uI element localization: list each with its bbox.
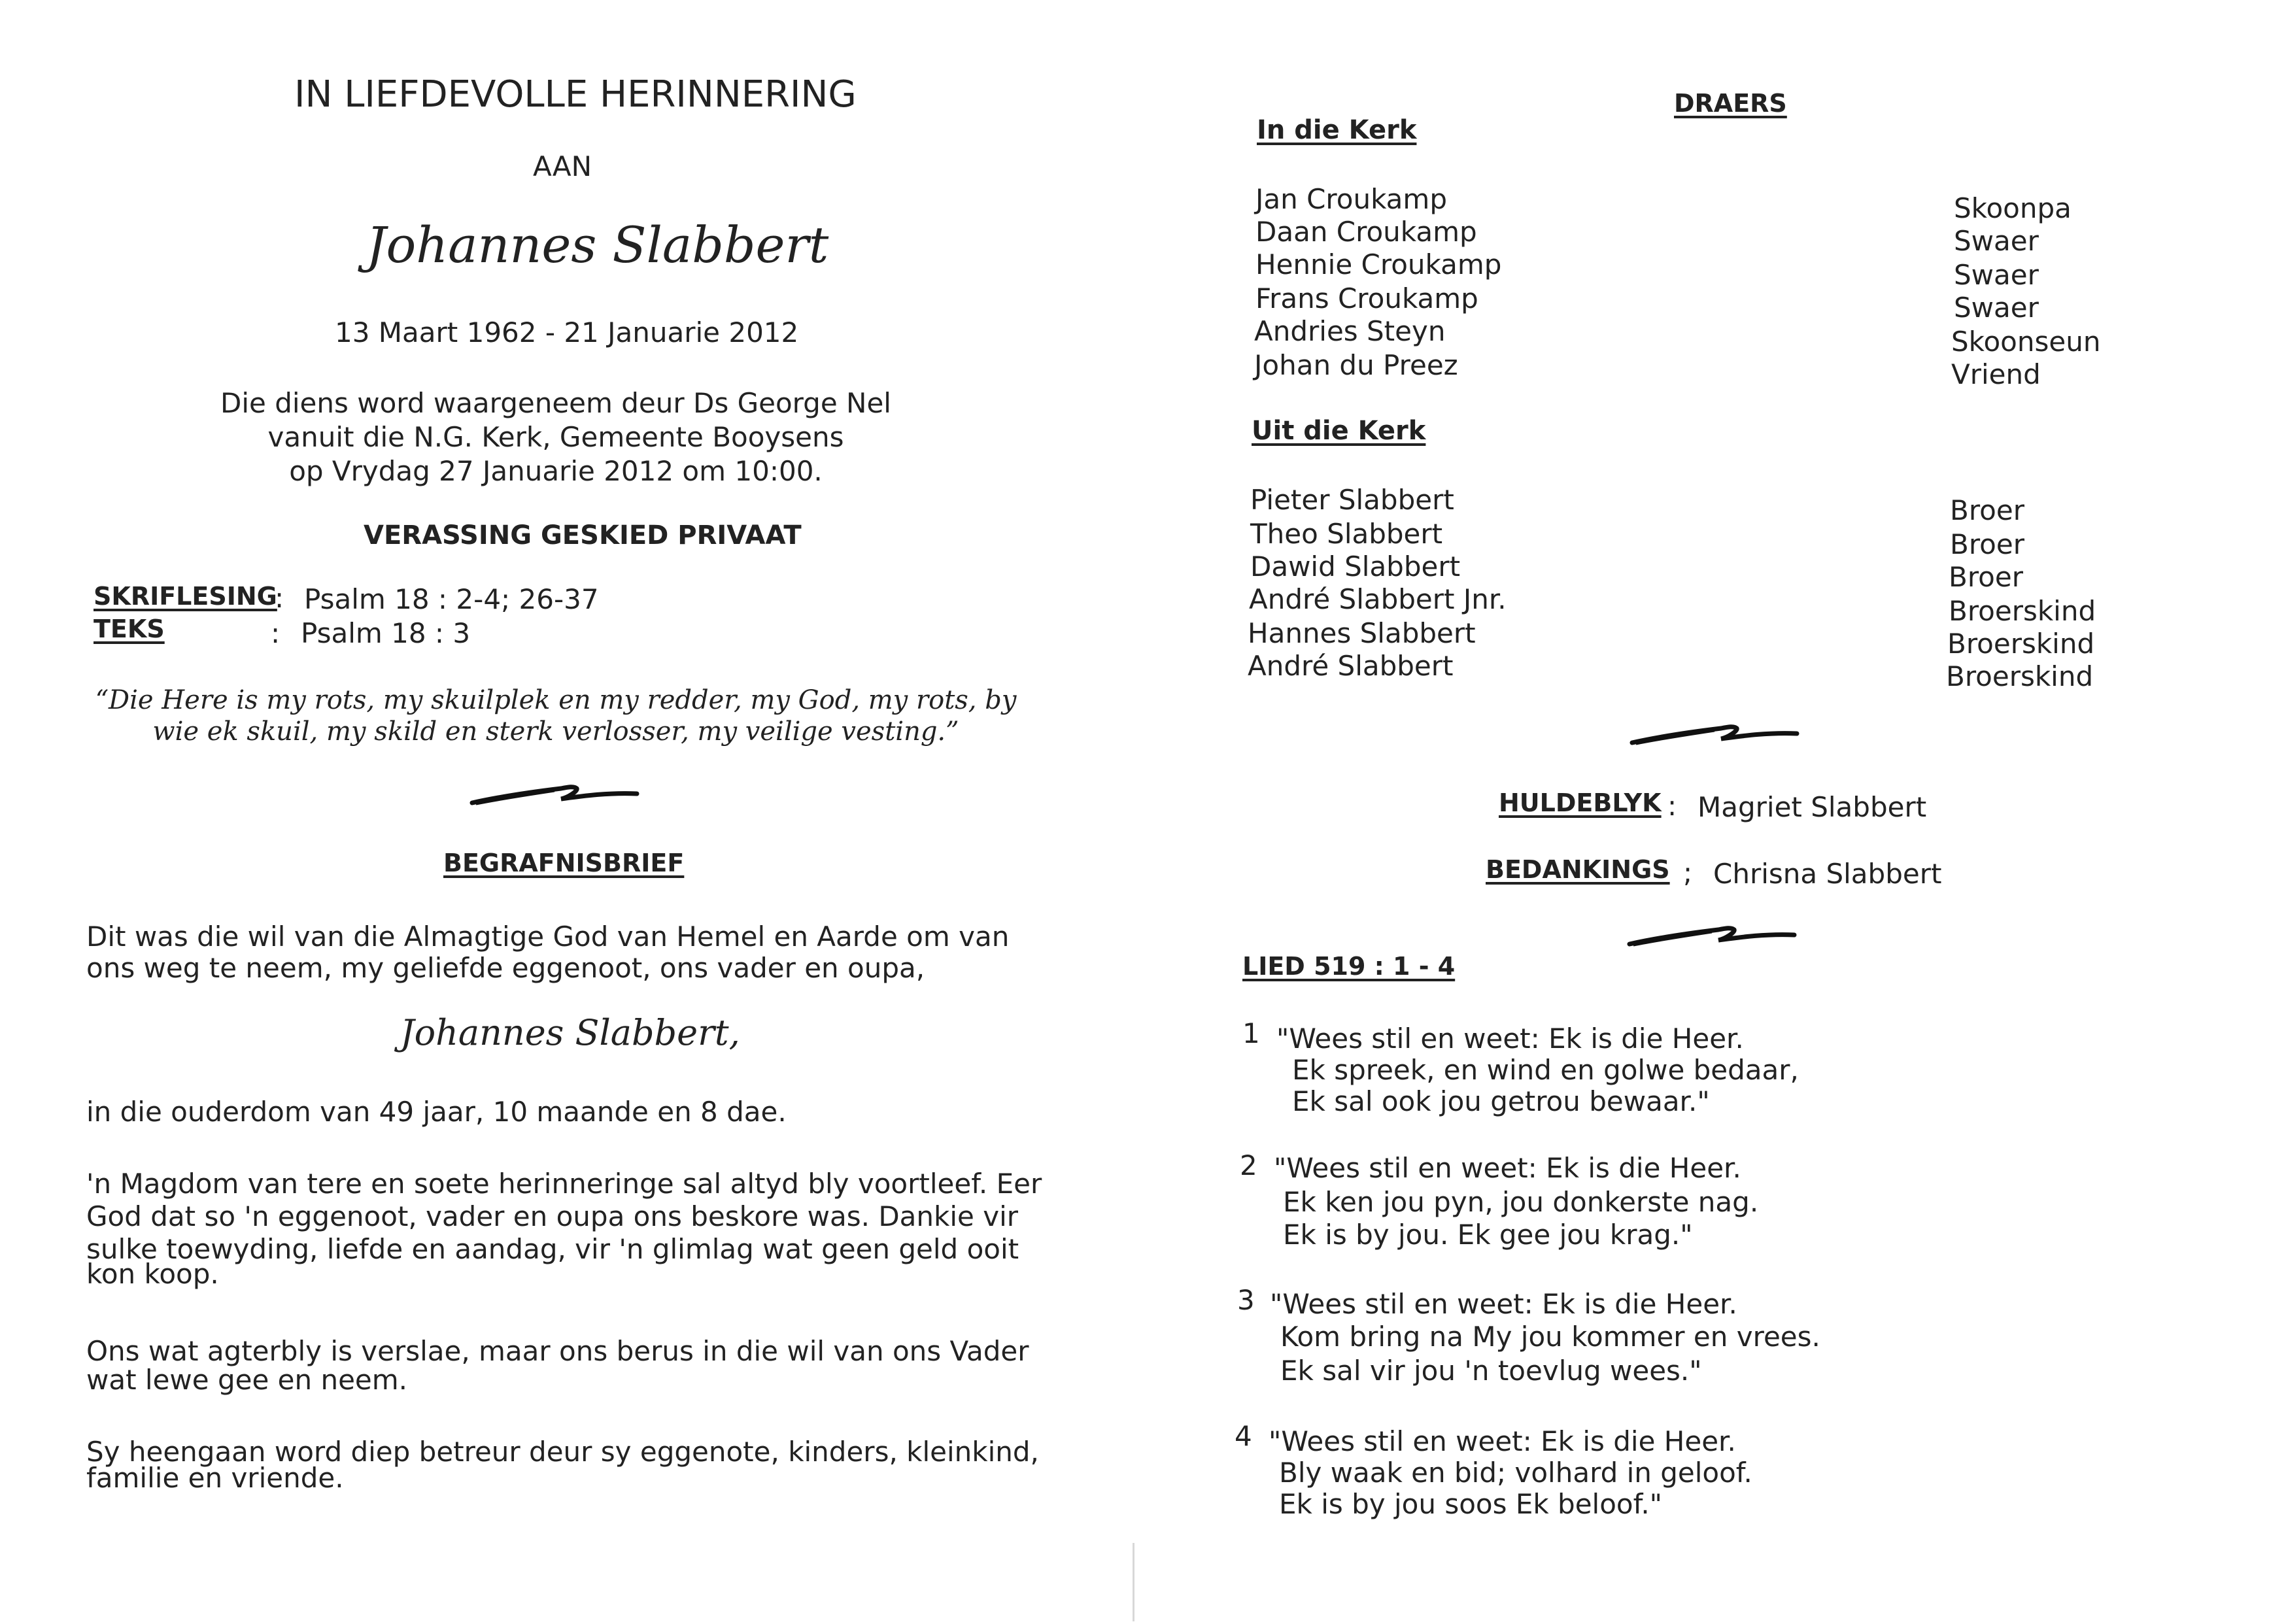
- para3-line-1: Ons wat agterbly is verslae, maar ons berus in die wil van ons Vader: [86, 1335, 1029, 1367]
- uit-kerk-relation-3: Broer: [1949, 561, 2023, 593]
- in-kerk-name-3: Hennie Croukamp: [1255, 248, 1502, 280]
- para4-line-1: Sy heengaan word diep betreur deur sy eggenote, kinders, kleinkind,: [86, 1436, 1039, 1468]
- age-line: in die ouderdom van 49 jaar, 10 maande en 8 dae.: [86, 1096, 787, 1128]
- uit-kerk-name-4: André Slabbert Jnr.: [1249, 583, 1507, 615]
- uit-kerk-relation-4: Broerskind: [1949, 595, 2096, 627]
- in-kerk-relation-2: Swaer: [1954, 225, 2039, 257]
- huldeblyk-value: Magriet Slabbert: [1697, 791, 1927, 823]
- verse-line: "Wees stil en weet: Ek is die Heer.: [1270, 1288, 1737, 1320]
- begrafnisbrief-heading: BEGRAFNISBRIEF: [443, 849, 685, 877]
- in-die-kerk-heading: In die Kerk: [1257, 115, 1417, 145]
- swash-ornament: [469, 779, 640, 812]
- uit-kerk-relation-2: Broer: [1950, 528, 2024, 560]
- verse-line: "Wees stil en weet: Ek is die Heer.: [1274, 1152, 1741, 1184]
- service-line-3: op Vrydag 27 Januarie 2012 om 10:00.: [289, 455, 823, 487]
- para2-line-3: sulke toewyding, liefde en aandag, vir 'n glimlag wat geen geld ooit: [86, 1233, 1019, 1265]
- huldeblyk-label: HULDEBLYK: [1499, 788, 1662, 817]
- swash-ornament: [1629, 719, 1800, 752]
- verse-line: Ek ken jou pyn, jou donkerste nag.: [1283, 1186, 1759, 1218]
- memorial-heading: IN LIEFDEVOLLE HERINNERING: [294, 73, 857, 116]
- uit-kerk-relation-5: Broerskind: [1947, 628, 2095, 660]
- in-kerk-name-6: Johan du Preez: [1254, 349, 1458, 381]
- uit-kerk-relation-1: Broer: [1950, 494, 2024, 526]
- verassing-note: VERASSING GESKIED PRIVAAT: [364, 520, 802, 550]
- uit-kerk-name-2: Theo Slabbert: [1250, 518, 1443, 550]
- teks-sep: :: [271, 617, 281, 649]
- uit-die-kerk-heading: Uit die Kerk: [1252, 416, 1426, 446]
- uit-kerk-name-1: Pieter Slabbert: [1250, 484, 1454, 516]
- deceased-name: Johannes Slabbert: [366, 216, 829, 274]
- in-kerk-name-5: Andries Steyn: [1254, 315, 1446, 347]
- service-line-1: Die diens word waargeneem deur Ds George Nel: [220, 387, 891, 419]
- verse-line: "Wees stil en weet: Ek is die Heer.: [1276, 1023, 1744, 1055]
- uit-kerk-relation-6: Broerskind: [1946, 660, 2094, 692]
- para1-line-2: ons weg te neem, my geliefde eggenoot, ons vader en oupa,: [86, 952, 925, 984]
- verse-line: Ek sal vir jou 'n toevlug wees.": [1280, 1355, 1702, 1387]
- skriflesing-sep: :: [275, 582, 284, 614]
- uit-kerk-name-6: André Slabbert: [1248, 650, 1454, 682]
- lied-heading: LIED 519 : 1 - 4: [1242, 952, 1456, 981]
- verse-line: Ek spreek, en wind en golwe bedaar,: [1292, 1054, 1799, 1086]
- draers-heading: DRAERS: [1674, 89, 1787, 118]
- scripture-quote-line-2: wie ek skuil, my skild en sterk verlosser, my veilige vesting.”: [152, 717, 959, 747]
- in-kerk-relation-1: Skoonpa: [1954, 192, 2072, 224]
- swash-ornament: [1627, 921, 1797, 953]
- para2-line-4: kon koop.: [86, 1258, 219, 1290]
- teks-value: Psalm 18 : 3: [301, 617, 471, 649]
- verse-line: Ek is by jou soos Ek beloof.": [1279, 1488, 1662, 1520]
- in-kerk-relation-3: Swaer: [1954, 259, 2039, 291]
- in-kerk-relation-5: Skoonseun: [1951, 326, 2101, 358]
- scripture-quote-line-1: “Die Here is my rots, my skuilplek en my redder, my God, my rots, by: [95, 685, 1017, 715]
- para2-line-1: 'n Magdom van tere en soete herinneringe sal altyd bly voortleef. Eer: [86, 1168, 1042, 1200]
- huldeblyk-sep: :: [1667, 790, 1677, 822]
- verse-line: Kom bring na My jou kommer en vrees.: [1280, 1321, 1820, 1353]
- bedankings-value: Chrisna Slabbert: [1713, 858, 1942, 890]
- para3-line-2: wat lewe gee en neem.: [86, 1364, 408, 1396]
- verse-line: Bly waak en bid; volhard in geloof.: [1279, 1457, 1752, 1489]
- verse-line: Ek is by jou. Ek gee jou krag.": [1283, 1219, 1693, 1251]
- in-kerk-name-2: Daan Croukamp: [1255, 216, 1477, 248]
- verse-line: Ek sal ook jou getrou bewaar.": [1292, 1085, 1710, 1117]
- uit-kerk-name-3: Dawid Slabbert: [1250, 550, 1461, 583]
- right-page: [1143, 0, 2286, 1624]
- bedankings-label: BEDANKINGS: [1486, 855, 1670, 884]
- para2-line-2: God dat so 'n eggenoot, vader en oupa ons beskore was. Dankie vir: [86, 1200, 1019, 1232]
- skriflesing-label: SKRIFLESING: [94, 582, 277, 611]
- in-kerk-name-4: Frans Croukamp: [1255, 282, 1478, 314]
- in-kerk-name-1: Jan Croukamp: [1255, 183, 1447, 215]
- life-dates: 13 Maart 1962 - 21 Januarie 2012: [335, 316, 799, 348]
- verse-number: 4: [1235, 1420, 1252, 1452]
- bedankings-sep: ;: [1683, 856, 1693, 888]
- verse-number: 3: [1237, 1284, 1255, 1316]
- uit-kerk-name-5: Hannes Slabbert: [1248, 617, 1476, 649]
- para1-line-1: Dit was die wil van die Almagtige God van Hemel en Aarde om van: [86, 921, 1010, 953]
- teks-label: TEKS: [94, 615, 165, 643]
- aan-label: AAN: [533, 150, 592, 182]
- in-kerk-relation-6: Vriend: [1951, 358, 2041, 390]
- in-kerk-relation-4: Swaer: [1954, 292, 2039, 324]
- page-fold-line: [1133, 1543, 1134, 1621]
- para4-line-2: familie en vriende.: [86, 1462, 344, 1494]
- verse-line: "Wees stil en weet: Ek is die Heer.: [1269, 1425, 1736, 1457]
- verse-number: 1: [1242, 1017, 1260, 1049]
- deceased-name-repeat: Johannes Slabbert,: [400, 1012, 740, 1053]
- service-line-2: vanuit die N.G. Kerk, Gemeente Booysens: [267, 421, 844, 453]
- verse-number: 2: [1240, 1149, 1257, 1181]
- skriflesing-value: Psalm 18 : 2-4; 26-37: [304, 583, 599, 615]
